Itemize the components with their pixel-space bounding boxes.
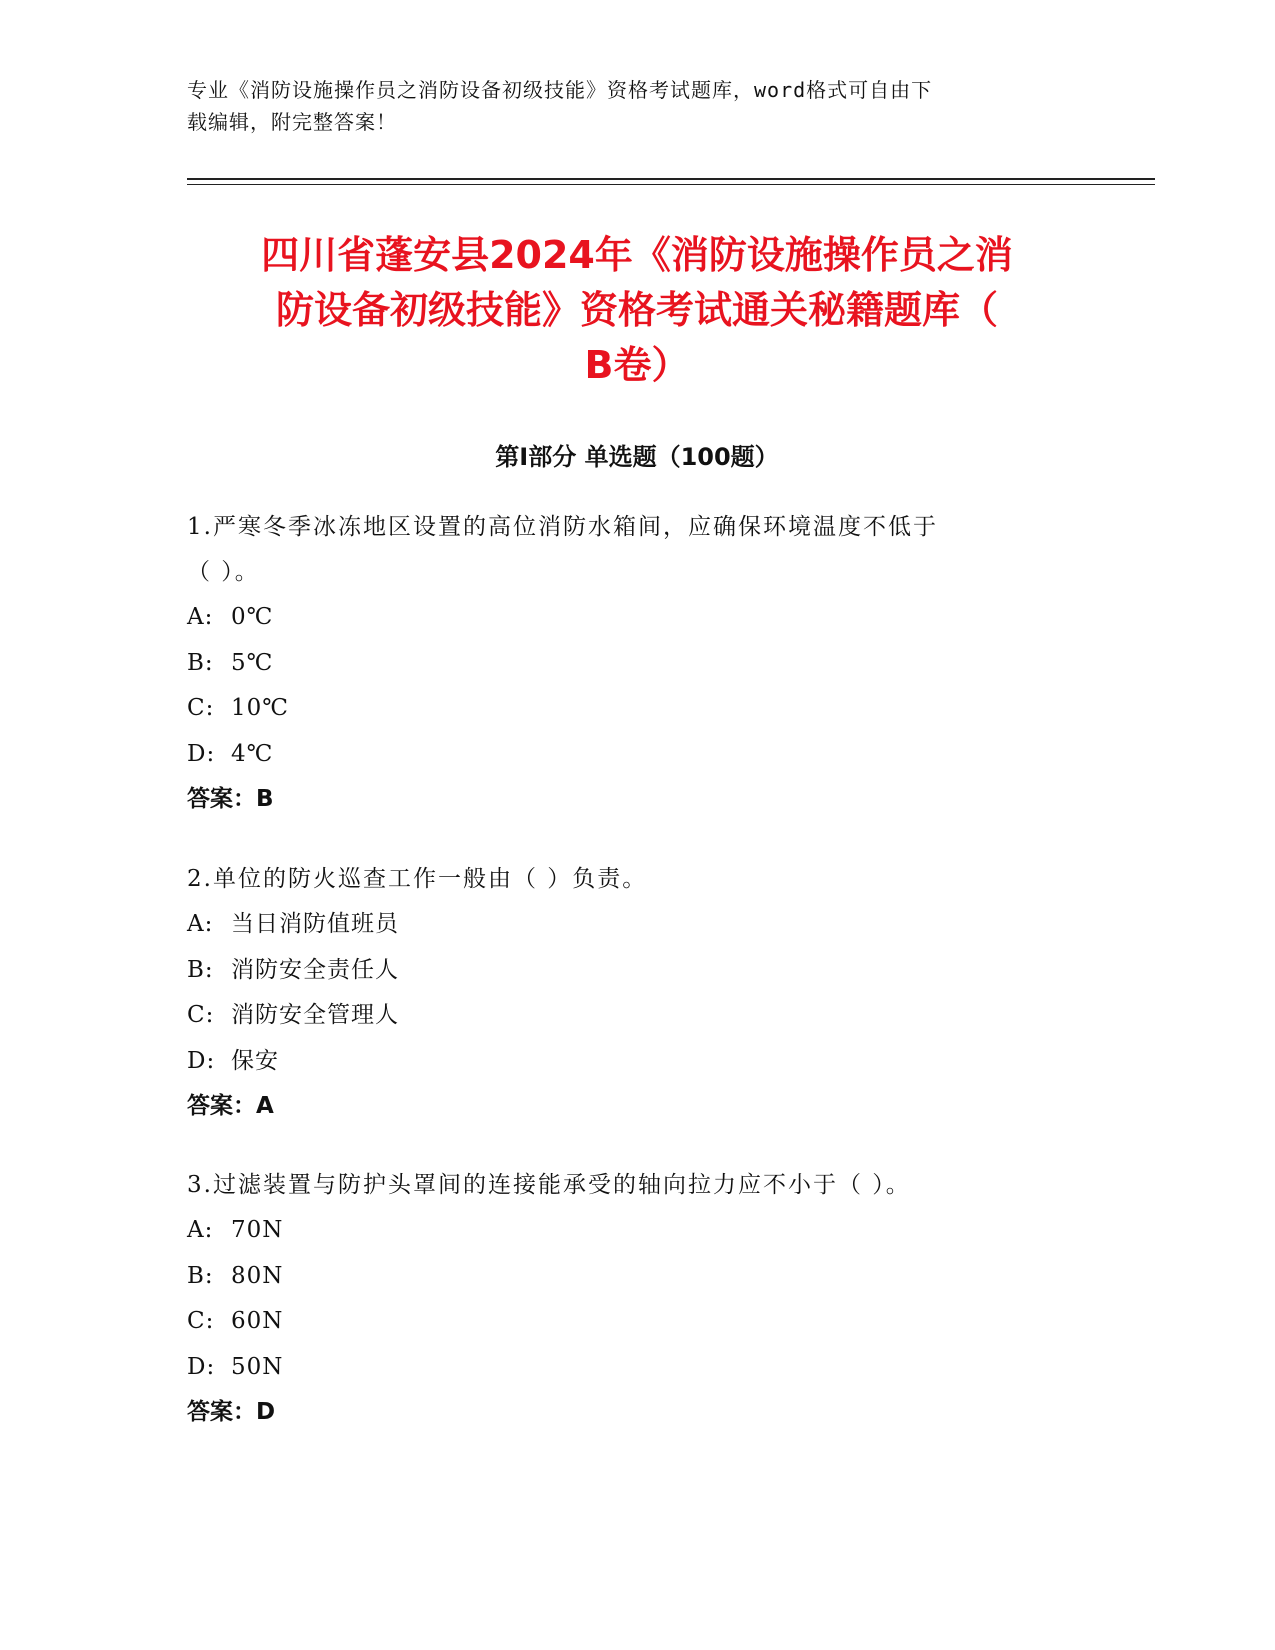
answer: 答案：B: [187, 786, 274, 812]
option-letter: D:: [187, 1353, 216, 1380]
option-letter: A:: [187, 1217, 214, 1243]
option-letter: D:: [187, 740, 216, 767]
option-text: 0℃: [231, 604, 274, 630]
title-line: B卷）: [584, 343, 690, 387]
option-a: [187, 1208, 1087, 1254]
option-letter: A:: [187, 911, 214, 937]
title-line: 四川省蓬安县2024年《消防设施操作员之消: [261, 233, 1013, 277]
question-3: [187, 1163, 1087, 1435]
option-c: [187, 1299, 1087, 1345]
question-2: [187, 857, 1087, 1129]
option-text: 5℃: [231, 649, 274, 676]
option-b: [187, 1254, 1087, 1300]
option-d: [187, 1345, 1087, 1391]
header-divider: [187, 178, 1155, 180]
option-a: [187, 902, 1087, 948]
option-letter: C:: [187, 695, 215, 721]
document-title: [187, 228, 1087, 393]
answer: 答案：D: [187, 1399, 276, 1425]
option-c: [187, 686, 1087, 732]
question-stem-line: 2.单位的防火巡查工作一般由（ ）负责。: [187, 866, 648, 892]
option-text: 10℃: [231, 695, 289, 721]
header-note-line: 载编辑，附完整答案！: [187, 110, 397, 134]
option-text: 保安: [231, 1047, 279, 1074]
header-note: [187, 74, 1067, 138]
option-text: 当日消防值班员: [231, 911, 399, 937]
option-text: 消防安全管理人: [231, 1002, 399, 1028]
question-1: [187, 505, 1087, 822]
option-b: [187, 948, 1087, 994]
title-line: 防设备初级技能》资格考试通关秘籍题库（: [275, 288, 998, 332]
question-stem-line: （ ）。: [187, 559, 260, 585]
option-letter: B:: [187, 649, 214, 676]
option-a: [187, 595, 1087, 641]
option-letter: B:: [187, 1262, 214, 1289]
option-letter: B:: [187, 956, 214, 983]
option-letter: C:: [187, 1002, 215, 1028]
option-b: [187, 641, 1087, 687]
question-stem: [187, 1163, 1087, 1208]
section-title: 第I部分 单选题（100题）: [495, 443, 779, 471]
question-stem-line: 3.过滤装置与防护头罩间的连接能承受的轴向拉力应不小于（ ）。: [187, 1172, 911, 1198]
option-text: 消防安全责任人: [231, 956, 399, 983]
option-text: 80N: [231, 1262, 284, 1289]
option-letter: A:: [187, 604, 214, 630]
question-stem: [187, 505, 1087, 595]
option-text: 4℃: [231, 740, 274, 767]
header-divider: [187, 184, 1155, 185]
question-stem-line: 1.严寒冬季冰冻地区设置的高位消防水箱间，应确保环境温度不低于: [187, 514, 938, 540]
option-letter: C:: [187, 1308, 215, 1334]
answer: 答案：A: [187, 1093, 274, 1119]
option-d: [187, 1039, 1087, 1085]
header-note-line: 专业《消防设施操作员之消防设备初级技能》资格考试题库，word格式可自由下: [187, 78, 933, 102]
question-stem: [187, 857, 1087, 902]
option-text: 60N: [231, 1308, 284, 1334]
option-d: [187, 732, 1087, 778]
option-text: 50N: [231, 1353, 284, 1380]
option-c: [187, 993, 1087, 1039]
option-text: 70N: [231, 1217, 284, 1243]
option-letter: D:: [187, 1047, 216, 1074]
